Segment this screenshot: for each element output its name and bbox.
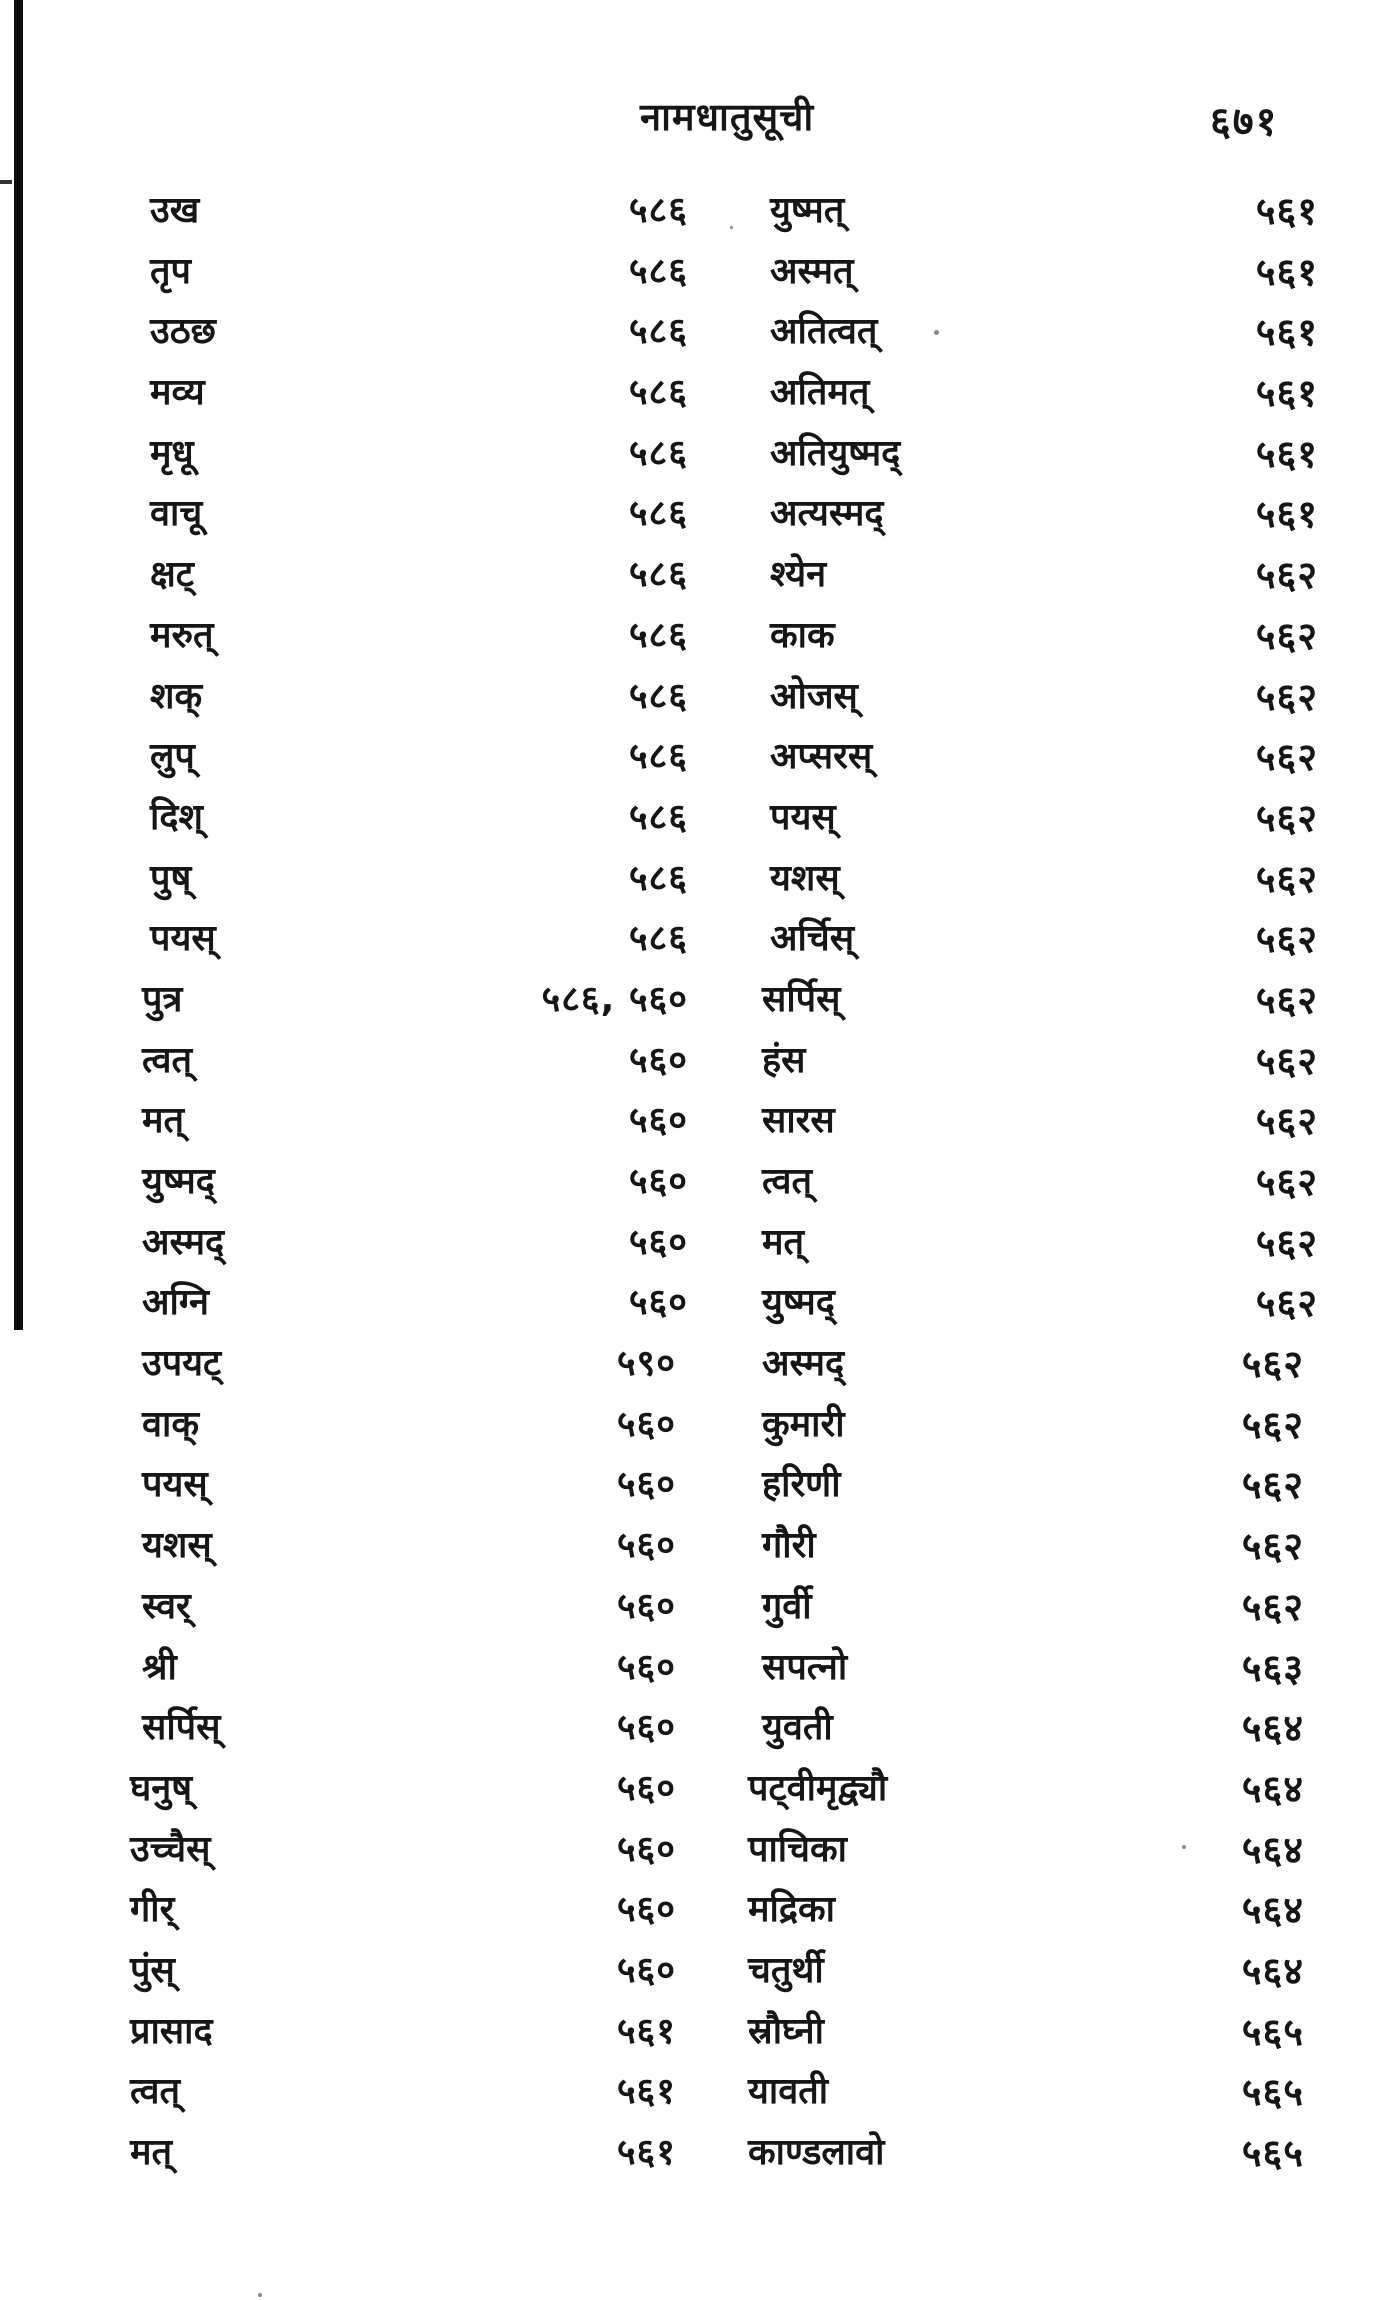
right-word: गुर्वी [762, 1585, 812, 1627]
left-page-ref: ५६० [616, 1403, 676, 1445]
index-row [0, 1815, 1388, 1876]
page-title: नामधातुसूची [640, 95, 815, 139]
index-row [0, 2118, 1388, 2179]
index-row [0, 479, 1388, 540]
left-word: मृधू [150, 432, 194, 474]
left-word: प्रासाद [130, 2010, 213, 2052]
left-page-ref: ५६१ [616, 2132, 676, 2173]
left-page-ref: ५८६ [628, 614, 688, 656]
right-page-ref: ५६२ [1241, 1524, 1304, 1569]
left-word: मत् [130, 2132, 173, 2173]
right-word: अतिमत् [770, 372, 870, 414]
index-row [0, 540, 1388, 601]
right-word: युवती [762, 1707, 833, 1749]
left-word: शक् [150, 675, 203, 717]
paper-speck [258, 2293, 262, 2297]
right-page-ref: ५६३ [1241, 1645, 1304, 1690]
left-page-ref: ५६० [628, 1039, 688, 1081]
right-word: चतुर्थी [748, 1949, 824, 1991]
paper-speck [1182, 1845, 1186, 1849]
right-word: काण्डलावो [748, 2132, 885, 2173]
index-row [0, 419, 1388, 480]
right-page-ref: ५६४ [1241, 1706, 1304, 1751]
index-row [0, 844, 1388, 905]
right-page-ref: ५६४ [1241, 1888, 1304, 1933]
left-page-ref: ५९० [616, 1343, 676, 1385]
left-word: युष्मद् [142, 1161, 215, 1202]
index-row [0, 358, 1388, 419]
index-row [0, 1329, 1388, 1390]
index-row [0, 1147, 1388, 1208]
page-number: ६७१ [1210, 99, 1279, 145]
left-word: श्री [142, 1646, 177, 1688]
left-word: पुत्र [142, 978, 183, 1020]
left-word: तृप [150, 250, 191, 292]
left-page-ref: ५६० [616, 1949, 676, 1991]
right-word: अस्मद् [762, 1343, 845, 1385]
index-row [0, 1936, 1388, 1997]
left-page-ref: ५६० [616, 1828, 676, 1870]
left-word: अस्मद् [142, 1221, 225, 1263]
right-page-ref: ५६२ [1255, 856, 1318, 901]
left-page-ref: ५६० [628, 1282, 688, 1324]
index-row [0, 1026, 1388, 1087]
right-page-ref: ५६२ [1255, 917, 1318, 962]
index-row [0, 601, 1388, 662]
right-page-ref: ५६२ [1255, 977, 1318, 1022]
right-word: मत् [762, 1221, 805, 1263]
left-page-ref: ५६० [616, 1889, 676, 1931]
right-word: काक [770, 614, 835, 656]
right-word: अप्सरस् [770, 736, 873, 778]
paper-speck [730, 226, 733, 229]
left-word: यशस् [142, 1525, 212, 1567]
paper-speck [934, 330, 939, 335]
left-word: उच्चैस् [130, 1828, 211, 1870]
right-word: मद्रिका [748, 1889, 835, 1931]
index-row [0, 1633, 1388, 1694]
right-word: गौरी [762, 1525, 816, 1567]
right-word: सारस [762, 1100, 835, 1142]
left-word: मरुत् [150, 614, 214, 656]
right-word: त्वत् [762, 1161, 813, 1202]
index-row [0, 1450, 1388, 1511]
right-word: श्येन [770, 554, 827, 596]
right-page-ref: ५६२ [1255, 1038, 1318, 1083]
left-page-ref: ५८६ [628, 432, 688, 474]
left-word: गीर् [130, 1889, 175, 1931]
left-page-ref: ५६० [616, 1525, 676, 1567]
left-page-ref: ५६० [628, 1161, 688, 1202]
index-row [0, 297, 1388, 358]
left-word: दिश् [150, 796, 203, 838]
left-word: वाचू [150, 493, 203, 535]
right-word: हंस [762, 1039, 806, 1081]
right-word: पाचिका [748, 1828, 847, 1870]
left-word: उपयट् [142, 1343, 222, 1385]
right-page-ref: ५६२ [1255, 795, 1318, 840]
left-page-ref: ५८६ [628, 311, 688, 353]
index-row [0, 1754, 1388, 1815]
index-row [0, 722, 1388, 783]
right-word: स्रौघ्नी [748, 2010, 824, 2052]
left-word: पयस् [150, 918, 216, 960]
right-page-ref: ५६२ [1255, 735, 1318, 780]
right-page-ref: ५६५ [1241, 2009, 1304, 2054]
right-page-ref: ५६१ [1255, 431, 1318, 476]
left-word: त्वत् [142, 1039, 193, 1081]
index-row [0, 176, 1388, 237]
index-row [0, 237, 1388, 298]
right-page-ref: ५६४ [1241, 1827, 1304, 1872]
left-page-ref: ५६१ [616, 2071, 676, 2113]
right-word: यावती [748, 2071, 829, 2113]
left-page-ref: ५६० [616, 1646, 676, 1688]
right-word: यशस् [770, 857, 840, 899]
left-page-ref: ५६० [616, 1767, 676, 1809]
left-page-ref: ५८६ [628, 736, 688, 778]
index-row [0, 904, 1388, 965]
right-page-ref: ५६२ [1255, 553, 1318, 598]
left-page-ref: ५८६ [628, 372, 688, 414]
right-word: कुमारी [762, 1403, 845, 1445]
right-page-ref: ५६४ [1241, 1948, 1304, 1993]
right-page-ref: ५६२ [1241, 1584, 1304, 1629]
index-row [0, 1208, 1388, 1269]
right-word: अतित्वत् [770, 311, 878, 353]
left-word: क्षट् [150, 554, 194, 596]
right-word: सर्पिस् [762, 978, 841, 1020]
left-page-ref: ५८६, ५६० [541, 978, 688, 1020]
left-word: मव्य [150, 372, 205, 414]
left-page-ref: ५६० [628, 1221, 688, 1263]
right-page-ref: ५६२ [1241, 1342, 1304, 1387]
index-list [0, 176, 1388, 2179]
left-page-ref: ५८६ [628, 857, 688, 899]
index-row [0, 1997, 1388, 2058]
left-page-ref: ५६१ [616, 2010, 676, 2052]
right-page-ref: ५६१ [1255, 492, 1318, 537]
left-word: मत् [142, 1100, 185, 1142]
right-page-ref: ५६४ [1241, 1766, 1304, 1811]
right-word: सपत्नो [762, 1646, 848, 1688]
left-page-ref: ५८६ [628, 796, 688, 838]
left-page-ref: ५८६ [628, 675, 688, 717]
right-page-ref: ५६१ [1255, 371, 1318, 416]
index-row [0, 1875, 1388, 1936]
left-word: उठछ [150, 311, 216, 353]
left-word: सर्पिस् [142, 1707, 221, 1749]
left-word: उख [150, 190, 200, 231]
left-word: त्वत् [130, 2071, 181, 2113]
left-word: पुंस् [130, 1949, 175, 1991]
right-word: अत्यस्मद् [770, 493, 884, 535]
right-word: अतियुष्मद् [770, 432, 901, 474]
right-page-ref: ५६२ [1255, 1281, 1318, 1326]
left-page-ref: ५८६ [628, 554, 688, 596]
index-row [0, 2057, 1388, 2118]
left-word: पुष् [150, 857, 192, 899]
left-word: स्वर् [142, 1585, 191, 1627]
index-row [0, 662, 1388, 723]
left-page-ref: ५६० [616, 1585, 676, 1627]
left-word: वाक् [142, 1403, 199, 1445]
index-row [0, 783, 1388, 844]
index-row [0, 1390, 1388, 1451]
right-word: युष्मत् [770, 190, 845, 231]
left-page-ref: ५८६ [628, 918, 688, 960]
right-page-ref: ५६१ [1255, 310, 1318, 355]
right-page-ref: ५६२ [1255, 1099, 1318, 1144]
index-row [0, 1511, 1388, 1572]
right-word: पयस् [770, 796, 836, 838]
left-page-ref: ५८६ [628, 190, 688, 231]
left-word: पयस् [142, 1464, 208, 1506]
right-word: अर्चिस् [770, 918, 855, 960]
left-word: लुप् [150, 736, 195, 778]
left-page-ref: ५८६ [628, 250, 688, 292]
right-page-ref: ५६२ [1255, 613, 1318, 658]
right-page-ref: ५६१ [1255, 249, 1318, 294]
page-header [0, 84, 1388, 144]
right-word: युष्मद् [762, 1282, 835, 1324]
left-page-ref: ५६० [616, 1464, 676, 1506]
index-row [0, 1693, 1388, 1754]
index-row [0, 1086, 1388, 1147]
index-row [0, 1268, 1388, 1329]
left-page-ref: ५८६ [628, 493, 688, 535]
right-word: अस्मत् [770, 250, 854, 292]
left-page-ref: ५६० [628, 1100, 688, 1142]
right-word: पट्वीमृद्व्यौ [748, 1767, 888, 1809]
index-row [0, 965, 1388, 1026]
left-word: अग्नि [142, 1282, 209, 1324]
right-word: हरिणी [762, 1464, 841, 1506]
right-page-ref: ५६१ [1255, 189, 1318, 233]
left-page-ref: ५६० [616, 1707, 676, 1749]
right-page-ref: ५६२ [1255, 674, 1318, 719]
right-page-ref: ५६२ [1241, 1463, 1304, 1508]
right-page-ref: ५६५ [1241, 2131, 1304, 2175]
right-page-ref: ५६५ [1241, 2070, 1304, 2115]
right-word: ओजस् [770, 675, 858, 717]
left-word: घनुष् [130, 1767, 193, 1809]
index-row [0, 1572, 1388, 1633]
right-page-ref: ५६२ [1255, 1160, 1318, 1204]
right-page-ref: ५६२ [1255, 1220, 1318, 1265]
right-page-ref: ५६२ [1241, 1402, 1304, 1447]
